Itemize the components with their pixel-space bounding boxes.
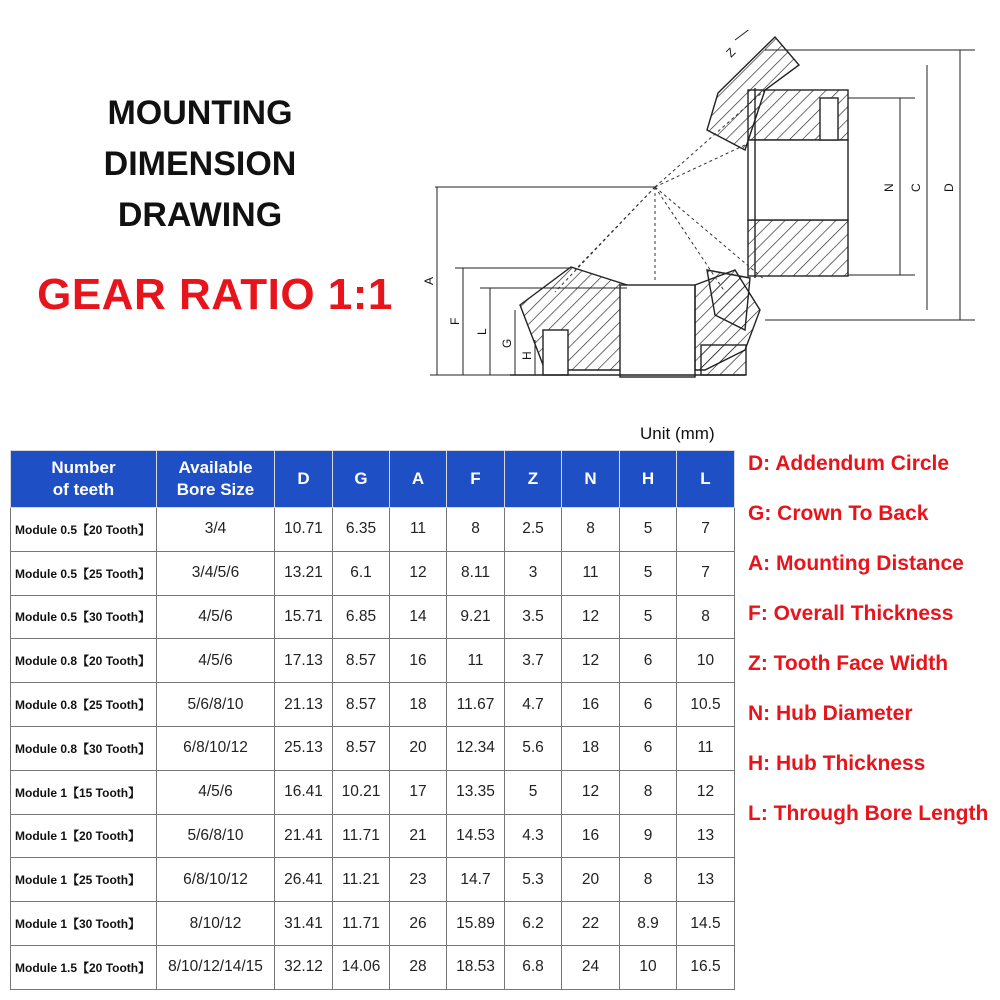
- table-cell: 13: [677, 814, 735, 858]
- table-cell: 8: [447, 508, 505, 552]
- table-cell: 6: [620, 726, 677, 770]
- table-cell: 6: [620, 639, 677, 683]
- table-cell: 8/10/12: [157, 902, 275, 946]
- table-cell: 11: [447, 639, 505, 683]
- unit-label: Unit (mm): [640, 424, 715, 443]
- col-header-g: G: [333, 451, 390, 508]
- table-cell: 8.9: [620, 902, 677, 946]
- table-cell: 17: [390, 770, 447, 814]
- table-cell: 11: [677, 726, 735, 770]
- dim-label-l: L: [475, 328, 489, 335]
- table-cell: 16.5: [677, 945, 735, 989]
- table-cell: 2.5: [505, 508, 562, 552]
- table-row: [11, 726, 735, 770]
- table-cell: 10.5: [677, 683, 735, 727]
- table-cell: 4/5/6: [157, 770, 275, 814]
- table-cell: 5: [620, 551, 677, 595]
- legend-item-z: Z: Tooth Face Width: [748, 652, 949, 675]
- cell-module: Module 0.8【20 Tooth】: [11, 639, 157, 683]
- dim-label-z: Z: [723, 45, 739, 61]
- table-cell: 4.3: [505, 814, 562, 858]
- gear-ratio-heading: GEAR RATIO 1:1: [37, 270, 393, 319]
- table-row: [11, 508, 735, 552]
- dim-label-n: N: [882, 183, 896, 192]
- table-row: [11, 683, 735, 727]
- table-row: [11, 902, 735, 946]
- upper-gear-hub-bottom: [748, 220, 848, 276]
- table-cell: 18: [390, 683, 447, 727]
- table-cell: 5.3: [505, 858, 562, 902]
- table-cell: 23: [390, 858, 447, 902]
- drawing-title: [60, 88, 340, 241]
- cell-module: Module 0.8【25 Tooth】: [11, 683, 157, 727]
- table-cell: 11: [390, 508, 447, 552]
- table-cell: 16: [390, 639, 447, 683]
- lower-gear-bore: [620, 285, 695, 377]
- table-cell: 6.35: [333, 508, 390, 552]
- legend-item-l: L: Through Bore Length: [748, 802, 989, 825]
- table-cell: 8: [677, 595, 735, 639]
- table-cell: 6: [620, 683, 677, 727]
- table-cell: 16.41: [275, 770, 333, 814]
- table-cell: 5/6/8/10: [157, 683, 275, 727]
- table-cell: 32.12: [275, 945, 333, 989]
- table-row: [11, 814, 735, 858]
- table-cell: 10.21: [333, 770, 390, 814]
- table-cell: 12: [562, 595, 620, 639]
- dim-label-d: D: [942, 183, 956, 192]
- upper-gear-bore: [748, 140, 848, 220]
- table-cell: 14.5: [677, 902, 735, 946]
- table-cell: 4/5/6: [157, 595, 275, 639]
- table-cell: 14.7: [447, 858, 505, 902]
- table-cell: 12.34: [447, 726, 505, 770]
- table-cell: 13.35: [447, 770, 505, 814]
- table-cell: 11.71: [333, 814, 390, 858]
- table-cell: 8.57: [333, 726, 390, 770]
- col-header-l: L: [677, 451, 735, 508]
- col-header-n: N: [562, 451, 620, 508]
- table-cell: 10: [620, 945, 677, 989]
- table-cell: 14.53: [447, 814, 505, 858]
- table-header-row: [11, 451, 735, 508]
- table-cell: 12: [390, 551, 447, 595]
- cell-module: Module 1.5【20 Tooth】: [11, 945, 157, 989]
- table-cell: 21.13: [275, 683, 333, 727]
- cell-module: Module 1【15 Tooth】: [11, 770, 157, 814]
- table-cell: 6/8/10/12: [157, 726, 275, 770]
- cell-module: Module 0.5【30 Tooth】: [11, 595, 157, 639]
- table-cell: 17.13: [275, 639, 333, 683]
- table-cell: 10: [677, 639, 735, 683]
- lower-gear-body: [520, 267, 627, 370]
- table-cell: 8: [562, 508, 620, 552]
- table-cell: 14: [390, 595, 447, 639]
- table-row: [11, 945, 735, 989]
- table-row: [11, 639, 735, 683]
- table-cell: 12: [562, 770, 620, 814]
- table-cell: 26: [390, 902, 447, 946]
- table-cell: 15.71: [275, 595, 333, 639]
- table-cell: 5.6: [505, 726, 562, 770]
- table-cell: 11.71: [333, 902, 390, 946]
- table-cell: 10.71: [275, 508, 333, 552]
- table-cell: 12: [562, 639, 620, 683]
- legend-item-f: F: Overall Thickness: [748, 602, 954, 625]
- table-cell: 21: [390, 814, 447, 858]
- col-header-a: A: [390, 451, 447, 508]
- cell-module: Module 1【20 Tooth】: [11, 814, 157, 858]
- table-cell: 6.8: [505, 945, 562, 989]
- table-cell: 3.5: [505, 595, 562, 639]
- table-cell: 11: [562, 551, 620, 595]
- table-cell: 21.41: [275, 814, 333, 858]
- table-cell: 3.7: [505, 639, 562, 683]
- cell-module: Module 0.5【20 Tooth】: [11, 508, 157, 552]
- table-cell: 6.2: [505, 902, 562, 946]
- table-cell: 18: [562, 726, 620, 770]
- table-cell: 16: [562, 814, 620, 858]
- dim-label-a: A: [422, 276, 436, 285]
- table-cell: 8.57: [333, 639, 390, 683]
- table-cell: 12: [677, 770, 735, 814]
- table-cell: 6.1: [333, 551, 390, 595]
- table-cell: 28: [390, 945, 447, 989]
- table-cell: 5/6/8/10: [157, 814, 275, 858]
- table-cell: 4.7: [505, 683, 562, 727]
- table-cell: 11.21: [333, 858, 390, 902]
- col-header-teeth: Number of teeth: [11, 451, 157, 508]
- table-cell: 24: [562, 945, 620, 989]
- table-cell: 3: [505, 551, 562, 595]
- cell-module: Module 0.5【25 Tooth】: [11, 551, 157, 595]
- table-row: [11, 770, 735, 814]
- table-cell: 5: [505, 770, 562, 814]
- table-cell: 5: [620, 595, 677, 639]
- legend-item-n: N: Hub Diameter: [748, 702, 913, 725]
- table-cell: 8/10/12/14/15: [157, 945, 275, 989]
- col-header-z: Z: [505, 451, 562, 508]
- table-cell: 20: [562, 858, 620, 902]
- table-cell: 8.57: [333, 683, 390, 727]
- table-cell: 13.21: [275, 551, 333, 595]
- table-cell: 5: [620, 508, 677, 552]
- col-header-h: H: [620, 451, 677, 508]
- table-cell: 7: [677, 508, 735, 552]
- dim-label-f: F: [448, 317, 462, 325]
- table-cell: 3/4/5/6: [157, 551, 275, 595]
- table-cell: 7: [677, 551, 735, 595]
- cell-module: Module 1【25 Tooth】: [11, 858, 157, 902]
- col-header-bore: Available Bore Size: [157, 451, 275, 508]
- table-cell: 16: [562, 683, 620, 727]
- table-row: [11, 595, 735, 639]
- table-cell: 3/4: [157, 508, 275, 552]
- legend-item-g: G: Crown To Back: [748, 502, 929, 525]
- gear-spec-table: [10, 450, 735, 990]
- table-cell: 9: [620, 814, 677, 858]
- table-row: [11, 551, 735, 595]
- table-cell: 11.67: [447, 683, 505, 727]
- col-header-d: D: [275, 451, 333, 508]
- dim-label-h: H: [520, 351, 534, 360]
- table-cell: 15.89: [447, 902, 505, 946]
- legend-item-h: H: Hub Thickness: [748, 752, 926, 775]
- title-line-2: DIMENSION: [103, 145, 297, 183]
- dim-label-c: C: [909, 183, 923, 192]
- mounting-dimension-drawing: [415, 30, 1000, 390]
- table-cell: 8: [620, 858, 677, 902]
- table-cell: 8: [620, 770, 677, 814]
- cell-module: Module 1【30 Tooth】: [11, 902, 157, 946]
- col-header-f: F: [447, 451, 505, 508]
- table-cell: 26.41: [275, 858, 333, 902]
- table-row: [11, 858, 735, 902]
- table-cell: 22: [562, 902, 620, 946]
- dimension-legend: [748, 448, 988, 848]
- legend-item-a: A: Mounting Distance: [748, 552, 964, 575]
- table-cell: 8.11: [447, 551, 505, 595]
- dim-label-g: G: [500, 338, 514, 348]
- table-body: [11, 508, 735, 990]
- table-cell: 20: [390, 726, 447, 770]
- table-cell: 13: [677, 858, 735, 902]
- table-cell: 4/5/6: [157, 639, 275, 683]
- title-line-1: MOUNTING: [107, 94, 293, 132]
- cell-module: Module 0.8【30 Tooth】: [11, 726, 157, 770]
- table-cell: 31.41: [275, 902, 333, 946]
- table-cell: 14.06: [333, 945, 390, 989]
- legend-item-d: D: Addendum Circle: [748, 452, 950, 475]
- table-cell: 6.85: [333, 595, 390, 639]
- table-cell: 25.13: [275, 726, 333, 770]
- table-cell: 9.21: [447, 595, 505, 639]
- title-line-3: DRAWING: [117, 196, 283, 234]
- table-cell: 18.53: [447, 945, 505, 989]
- table-cell: 6/8/10/12: [157, 858, 275, 902]
